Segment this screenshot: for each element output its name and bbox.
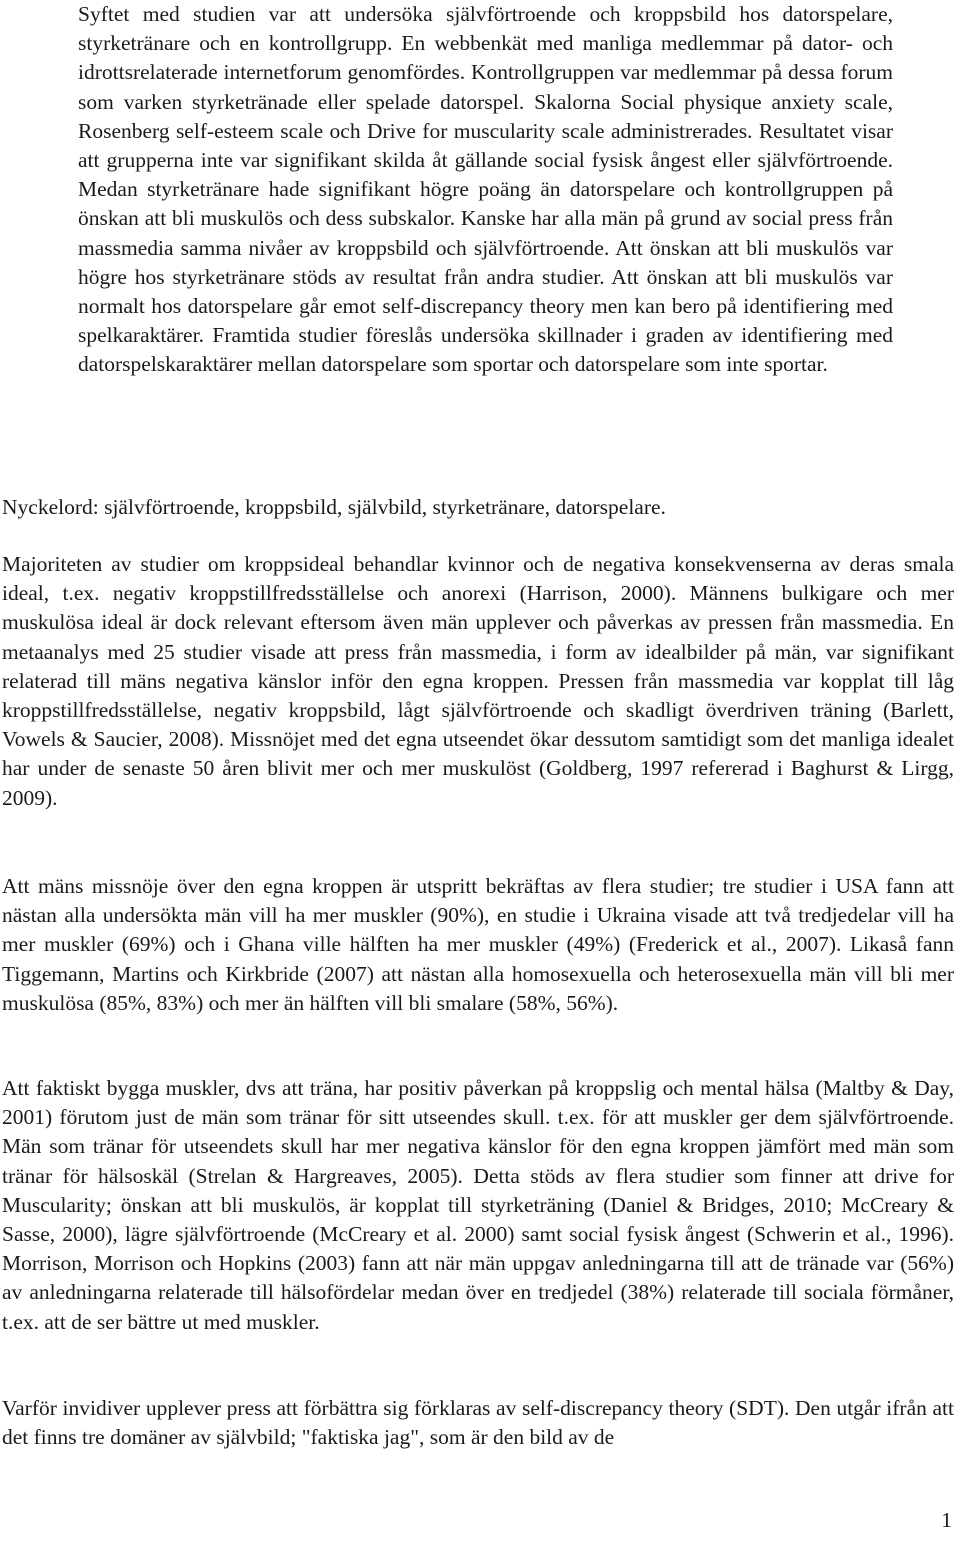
abstract-paragraph: Syftet med studien var att undersöka självförtroende och kroppsbild hos datorspelare, styrketränare och en kontrollgrupp. En webbenkät med manliga medlemmar på dator- och idrottsrelaterade internetforum genomfördes. Kontrollgruppen var medlemmar på dessa forum som varken styrketränade eller spelade datorspel. Skalorna Social physique anxiety scale, Rosenberg self-esteem scale och Drive for muscularity scale administrerades. Resultatet visar att grupperna inte var signifikant skilda åt gällande social fysisk ångest eller självförtroende. Medan styrketränare hade signifikant högre poäng än datorspelare och kontrollgruppen på önskan att bli muskulös och dess subskalor. Kanske har alla män på grund av social press från massmedia samma nivåer av kroppsbild och självförtroende. Att önskan att bli muskulös var högre hos styrketränare stöds av resultat från andra studier. Att önskan att bli muskulös var normalt hos datorspelare går emot self-discrepancy theory men kan bero på identifiering med spelkaraktärer. Framtida studier föreslås undersöka skillnader i graden av identifiering med datorspelskaraktärer mellan datorspelare som sportar och datorspelare som inte sportar.	[78, 2, 893, 377]
body-paragraph-1: Majoriteten av studier om kroppsideal behandlar kvinnor och de negativa konsekvenserna av deras smala ideal, t.ex. negativ kroppstillfredsställelse och anorexi (Harrison, 2000). Männens bulkigare och mer muskulösa ideal är dock relevant eftersom även män upplever och påverkas av pressen från massmedia. En metaanalys med 25 studier visade att press från massmedia, i form av idealbilder på män, var signifikant relaterad till mäns negativa känslor inför den egna kroppen. Pressen från massmedia var kopplat till låg kroppstillfredsställelse, negativ kroppsbild, lågt självförtroende och skadligt överdriven träning (Barlett, Vowels & Saucier, 2008). Missnöjet med det egna utseendet ökar dessutom samtidigt som det manliga idealet har under de senaste 50 åren blivit mer och mer muskulöst (Goldberg, 1997 refererad i Baghurst & Lirgg, 2009).	[2, 552, 954, 810]
body-paragraph-3: Att faktiskt bygga muskler, dvs att träna, har positiv påverkan på kroppslig och mental hälsa (Maltby & Day, 2001) förutom just de män som tränar för sitt utseendes skull. t.ex. för att muskler ger dem självförtroende. Män som tränar för utseendets skull har mer negativa känslor för den egna kroppen jämfört med män som tränar för hälsoskäl (Strelan & Hargreaves, 2005). Detta stöds av flera studier som finner att drive for Muscularity; önskan att bli muskulös, är kopplat till styrketräning (Daniel & Bridges, 2010; McCreary & Sasse, 2000), lägre självförtroende (McCreary et al. 2000) samt social fysisk ångest (Schwerin et al., 1996). Morrison, Morrison och Hopkins (2003) fann att när män uppgav anledningarna till att de tränade var (56%) av anledningarna relaterade till hälsofördelar medan över en tredjedel (38%) relaterade till sociala förmåner, t.ex. att de ser bättre ut med muskler.	[2, 1076, 954, 1334]
page-number: 1	[941, 1508, 952, 1532]
keywords-line: Nyckelord: självförtroende, kroppsbild, självbild, styrketränare, datorspelare.	[2, 495, 666, 519]
body-paragraph-2: Att mäns missnöje över den egna kroppen är utspritt bekräftas av flera studier; tre studier i USA fann att nästan alla undersökta män vill ha mer muskler (90%), en studie i Ukraina visade att två tredjedelar vill ha mer muskler (69%) och i Ghana ville hälften ha mer muskler (49%) (Frederick et al., 2007). Likaså fann Tiggemann, Martins och Kirkbride (2007) att nästan alla homosexuella och heterosexuella män vill bli mer muskulösa (85%, 83%) och mer än hälften vill bli smalare (58%, 56%).	[2, 874, 954, 1015]
body-paragraph-4: Varför invidiver upplever press att förbättra sig förklaras av self-discrepancy theory (SDT). Den utgår ifrån att det finns tre domäner av självbild; "faktiska jag", som är den bild av de	[2, 1396, 954, 1450]
